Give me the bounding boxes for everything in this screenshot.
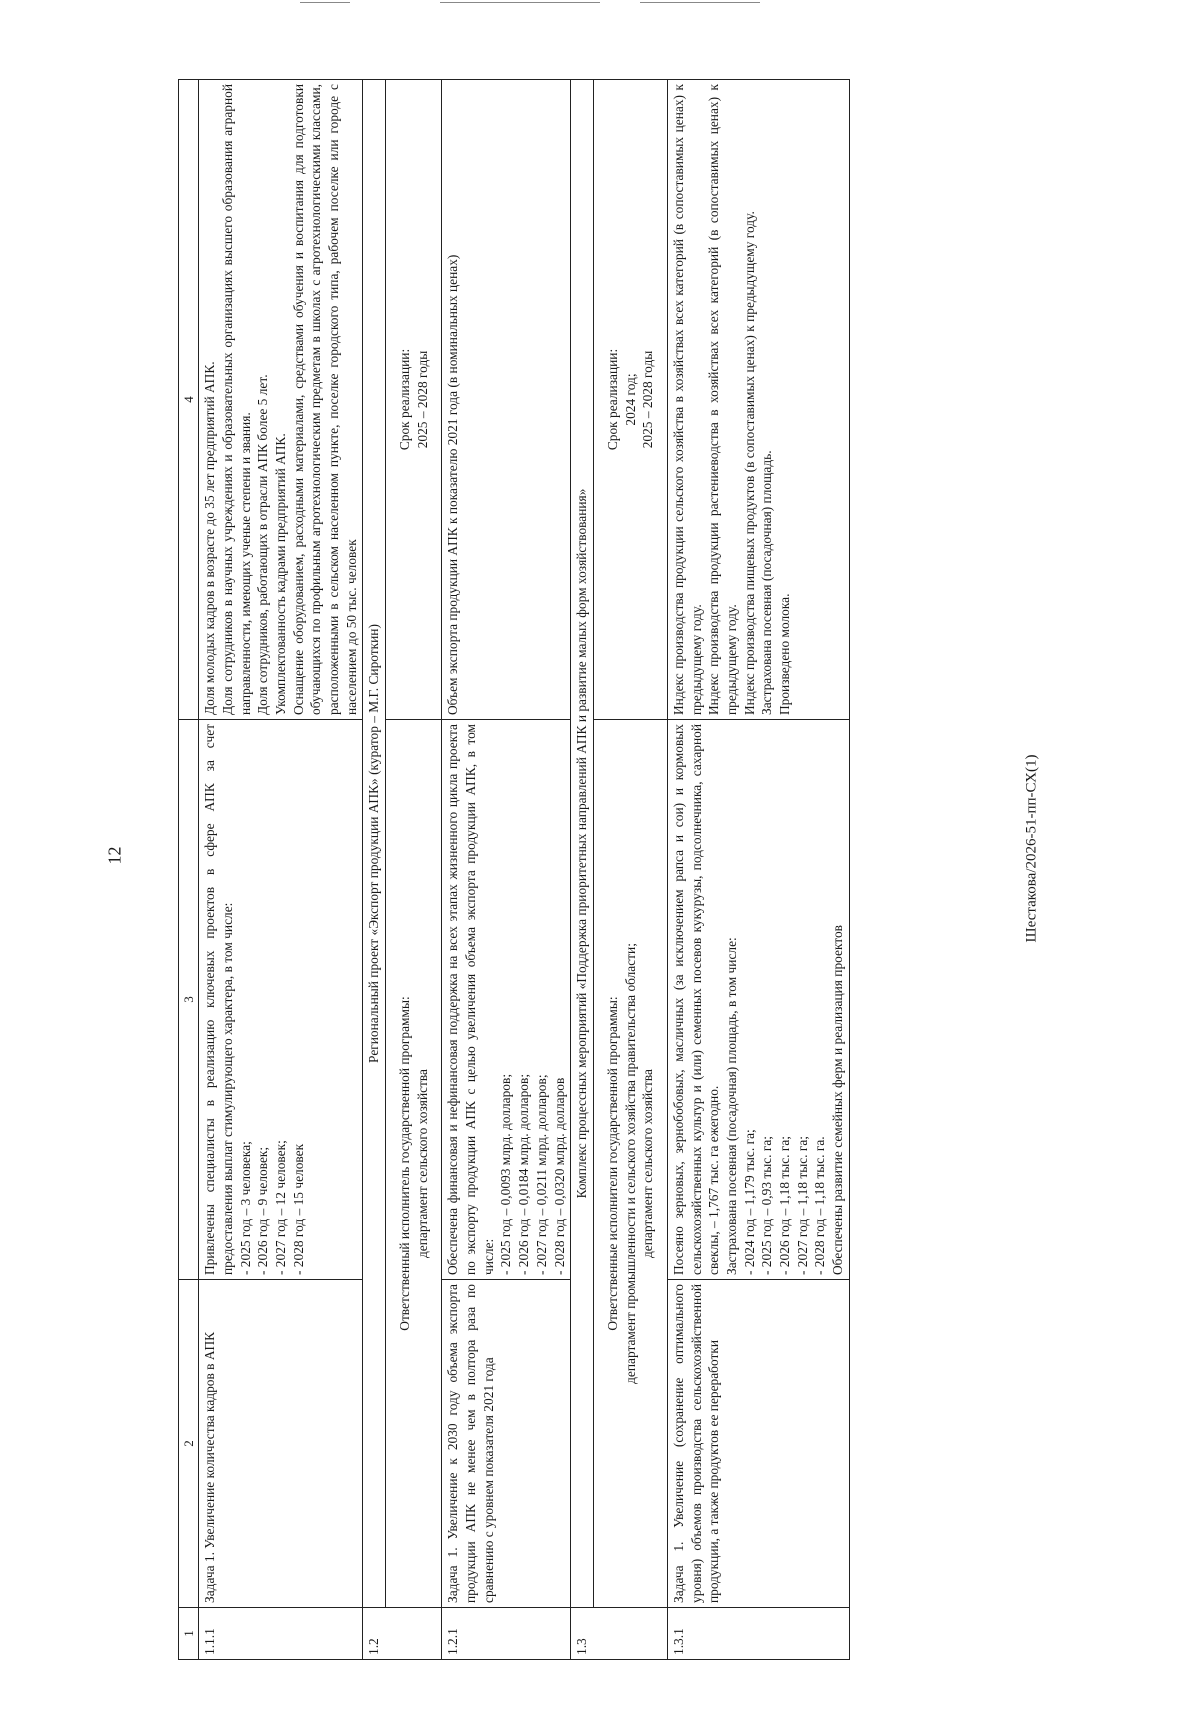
section-number: 1.2 bbox=[363, 1608, 442, 1660]
task-cell: Задача 1. Увеличение (сохранение оптимального уровня) объемов производства сельскохозяйственной продукции, а также продуктов ее переработки bbox=[667, 1280, 849, 1608]
indicator-line: Доля сотрудников, работающих в отрасли АПК более 5 лет. bbox=[255, 374, 271, 715]
result-line: - 2027 год – 1,18 тыс. га; bbox=[794, 1135, 810, 1275]
indicator-line: Доля молодых кадров в возрасте до 35 лет предприятий АПК. bbox=[202, 361, 218, 715]
executor-name: департамент сельского хозяйства bbox=[414, 1069, 430, 1259]
term-value: 2025 – 2028 годы bbox=[414, 350, 430, 449]
result-line: - 2026 год – 9 человек; bbox=[255, 1146, 271, 1275]
indicator-line: Индекс производства продукции сельского хозяйства в хозяйствах всех категорий (в сопоставимых ценах) к предыдущему году. bbox=[670, 84, 704, 715]
result-line: - 2026 год – 0,0184 млрд. долларов; bbox=[516, 1073, 532, 1275]
section-row-1-3 bbox=[571, 80, 594, 1660]
result-line: - 2028 год – 15 человек bbox=[290, 1143, 306, 1275]
indicator-line: Индекс производства пищевых продуктов (в сопоставимых ценах) к предыдущему году. bbox=[741, 211, 757, 715]
result-line: Привлечены специалисты в реализацию ключевых проектов в сфере АПК за счет предоставления выплат стимулирующего характера, в том числе: bbox=[202, 724, 235, 1275]
task-cell: Задача 1. Увеличение количества кадров в АПК bbox=[199, 1280, 363, 1608]
table-header-row bbox=[179, 80, 199, 1660]
program-table bbox=[178, 79, 850, 1660]
page-number: 12 bbox=[104, 846, 125, 865]
executor-cell bbox=[386, 720, 442, 1608]
result-line: - 2026 год – 1,18 тыс. га; bbox=[777, 1135, 793, 1275]
result-line: Обеспечена финансовая и нефинансовая поддержка на всех этапах жизненного цикла проекта по экспорту продукции АПК с целью увеличения объема экспорта продукции АПК, в том числе: bbox=[445, 724, 496, 1275]
result-line: Посеяно зерновых, зернобобовых, масличных (за исключением рапса и сои) и кормовых сельскохозяйственных культур и (или) семенных посевов кукурузы, подсолнечника, сахарной свеклы, – 1,767 тыс. га ежегодно. bbox=[670, 724, 722, 1275]
indicator-line: Укомплектованность кадрами предприятий АПК. bbox=[272, 433, 288, 715]
result-cell bbox=[442, 720, 571, 1280]
executor-label: Ответственные исполнители государственной программы: bbox=[604, 996, 620, 1331]
indicator-line: Оснащение оборудованием, расходными материалами, средствами обучения и воспитания для подготовки обучающихся по профильным агротехнологическим предметам в школах с агротехнологическими классами, расположенными в сельском населенном пункте, поселке городского типа, рабочем поселке или городе с населением до 50 тыс. человек bbox=[290, 84, 359, 715]
section-row-1-2 bbox=[363, 80, 386, 1660]
indicator-line: Индекс производства продукции растениеводства в хозяйствах всех категорий (в сопоставимых ценах) к предыдущему году. bbox=[706, 84, 740, 715]
header-col-2: 2 bbox=[179, 1280, 199, 1608]
result-line: - 2025 год – 0,93 тыс. га; bbox=[759, 1135, 775, 1275]
section-number: 1.3 bbox=[571, 1608, 668, 1660]
table-row-1-2-1 bbox=[442, 80, 571, 1660]
rotated-table-sheet bbox=[178, 80, 1020, 1660]
term-value: 2024 год; bbox=[622, 373, 638, 426]
table-row-1-3-1 bbox=[667, 80, 849, 1660]
document-footer-code: Шестакова/2026-51-пп-СХ(1) bbox=[1023, 754, 1040, 943]
result-line: - 2024 год – 1,179 тыс. га; bbox=[741, 1129, 757, 1275]
header-col-3: 3 bbox=[179, 720, 199, 1280]
executor-label: Ответственный исполнитель государственной программы: bbox=[397, 996, 413, 1331]
indicator-line: Произведено молока. bbox=[777, 593, 793, 715]
executor-name: департамент промышленности и сельского хозяйства правительства области; bbox=[622, 943, 638, 1384]
scan-top-edge-left bbox=[300, 2, 350, 3]
term-value: 2025 – 2028 годы bbox=[640, 350, 656, 449]
section-row-1-2-executor bbox=[386, 80, 442, 1660]
section-title: Региональный проект «Экспорт продукции АПК» (куратор – М.Г. Сироткин) bbox=[363, 80, 386, 1608]
term-cell bbox=[386, 80, 442, 720]
scan-top-edge-right bbox=[640, 2, 760, 3]
indicators-cell bbox=[199, 80, 363, 720]
executor-name: департамент сельского хозяйства bbox=[640, 1069, 656, 1259]
term-cell bbox=[593, 80, 667, 720]
section-row-1-3-executor bbox=[593, 80, 667, 1660]
header-col-1: 1 bbox=[179, 1608, 199, 1660]
indicator-line: Объем экспорта продукции АПК к показателю 2021 года (в номинальных ценах) bbox=[445, 254, 461, 715]
term-label: Срок реализации: bbox=[397, 348, 413, 451]
row-number: 1.1.1 bbox=[199, 1608, 363, 1660]
result-line: Застрахована посевная (посадочная) площадь, в том числе: bbox=[724, 937, 740, 1275]
task-cell: Задача 1. Увеличение к 2030 году объема экспорта продукции АПК не менее чем в полтора раза по сравнению с уровнем показателя 2021 года bbox=[442, 1280, 571, 1608]
row-number: 1.3.1 bbox=[667, 1608, 849, 1660]
result-line: - 2027 год – 0,0211 млрд. долларов; bbox=[533, 1074, 549, 1275]
indicators-cell bbox=[442, 80, 571, 720]
result-line: - 2025 год – 3 человека; bbox=[237, 1141, 253, 1275]
result-line: - 2027 год – 12 человек; bbox=[272, 1140, 288, 1275]
table-row-1-1-1 bbox=[199, 80, 363, 1660]
section-title: Комплекс процессных мероприятий «Поддержка приоритетных направлений АПК и развитие малых форм хозяйствования» bbox=[571, 80, 594, 1608]
scan-top-edge-mid bbox=[440, 2, 600, 3]
result-cell bbox=[199, 720, 363, 1280]
row-number: 1.2.1 bbox=[442, 1608, 571, 1660]
result-line: - 2025 год – 0,0093 млрд. долларов; bbox=[498, 1073, 514, 1275]
term-label: Срок реализации: bbox=[604, 348, 620, 451]
executor-cell bbox=[593, 720, 667, 1608]
indicator-line: Застрахована посевная (посадочная) площадь. bbox=[759, 450, 775, 715]
result-cell bbox=[667, 720, 849, 1280]
indicators-cell bbox=[667, 80, 849, 720]
result-line: - 2028 год – 1,18 тыс. га. bbox=[812, 1136, 828, 1275]
indicator-line: Доля сотрудников в научных учреждениях и образовательных организациях высшего образования аграрной направленности, имеющих ученые степени и звания. bbox=[219, 84, 253, 715]
header-col-4: 4 bbox=[179, 80, 199, 720]
result-line: Обеспечены развитие семейных ферм и реализация проектов bbox=[830, 925, 846, 1275]
result-line: - 2028 год – 0,0320 млрд. долларов bbox=[551, 1077, 567, 1275]
